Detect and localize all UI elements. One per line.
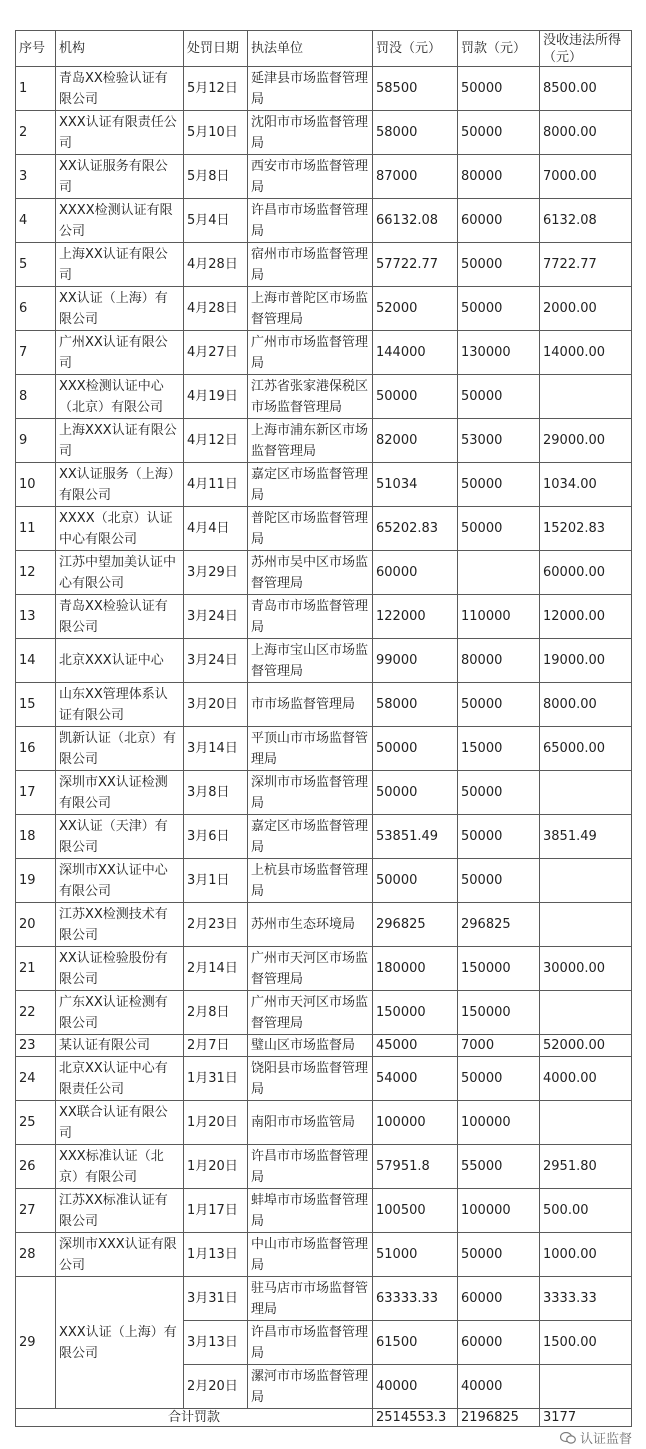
cell-no: 26 [16,1145,56,1189]
cell-date: 5月8日 [184,155,248,199]
cell-org: 某认证有限公司 [56,1035,184,1057]
cell-date: 4月19日 [184,375,248,419]
cell-total: 60000 [373,551,458,595]
cell-date: 3月13日 [184,1321,248,1365]
cell-no: 19 [16,859,56,903]
cell-total: 50000 [373,375,458,419]
cell-unit: 苏州市吴中区市场监督管理局 [248,551,373,595]
cell-date: 5月4日 [184,199,248,243]
cell-date: 1月17日 [184,1189,248,1233]
table-row [16,463,632,507]
cell-confiscation: 2000.00 [540,287,632,331]
cell-fine: 50000 [458,463,540,507]
cell-confiscation: 7000.00 [540,155,632,199]
cell-confiscation [540,375,632,419]
cell-fine: 50000 [458,1057,540,1101]
cell-org: 青岛XX检验认证有限公司 [56,67,184,111]
cell-confiscation: 8000.00 [540,111,632,155]
cell-date: 3月31日 [184,1277,248,1321]
cell-no: 6 [16,287,56,331]
cell-no: 14 [16,639,56,683]
cell-no: 23 [16,1035,56,1057]
total-fine: 2196825 [458,1409,540,1427]
cell-confiscation: 19000.00 [540,639,632,683]
cell-confiscation [540,991,632,1035]
cell-org: 凯新认证（北京）有限公司 [56,727,184,771]
cell-confiscation [540,1365,632,1409]
cell-fine: 60000 [458,1277,540,1321]
cell-no: 2 [16,111,56,155]
cell-confiscation: 8000.00 [540,683,632,727]
cell-confiscation: 1500.00 [540,1321,632,1365]
total-amount: 2514553.3 [373,1409,458,1427]
header-total: 罚没（元） [373,31,458,67]
cell-date: 3月6日 [184,815,248,859]
cell-no: 21 [16,947,56,991]
cell-org: 深圳市XXX认证有限公司 [56,1233,184,1277]
cell-org: 北京XX认证中心有限责任公司 [56,1057,184,1101]
cell-no: 1 [16,67,56,111]
cell-date: 4月12日 [184,419,248,463]
cell-fine: 50000 [458,771,540,815]
cell-confiscation: 14000.00 [540,331,632,375]
cell-unit: 宿州市市场监督管理局 [248,243,373,287]
watermark [560,1428,632,1447]
cell-fine: 110000 [458,595,540,639]
cell-date: 4月11日 [184,463,248,507]
cell-total: 53851.49 [373,815,458,859]
cell-date: 1月20日 [184,1145,248,1189]
cell-no: 10 [16,463,56,507]
cell-org: XXX检测认证中心（北京）有限公司 [56,375,184,419]
cell-fine: 50000 [458,507,540,551]
cell-org: XXX标准认证（北京）有限公司 [56,1145,184,1189]
cell-fine: 50000 [458,111,540,155]
cell-fine: 50000 [458,815,540,859]
cell-total: 57722.77 [373,243,458,287]
cell-confiscation: 3851.49 [540,815,632,859]
table-row [16,903,632,947]
total-confiscation: 3177 [540,1409,632,1427]
cell-date: 2月20日 [184,1365,248,1409]
watermark-text: 认证监督 [579,1432,632,1447]
cell-fine [458,551,540,595]
cell-org: XXXX（北京）认证中心有限公司 [56,507,184,551]
cell-date: 3月29日 [184,551,248,595]
cell-no: 20 [16,903,56,947]
cell-total: 61500 [373,1321,458,1365]
cell-unit: 广州市市场监督管理局 [248,331,373,375]
cell-org: 青岛XX检验认证有限公司 [56,595,184,639]
cell-total: 58000 [373,111,458,155]
header-org: 机构 [56,31,184,67]
cell-confiscation: 4000.00 [540,1057,632,1101]
cell-total: 51034 [373,463,458,507]
cell-unit: 延津县市场监督管理局 [248,67,373,111]
cell-confiscation: 8500.00 [540,67,632,111]
cell-unit: 上杭县市场监督管理局 [248,859,373,903]
cell-total: 57951.8 [373,1145,458,1189]
cell-confiscation: 60000.00 [540,551,632,595]
cell-org: 广东XX认证检测有限公司 [56,991,184,1035]
cell-confiscation: 3333.33 [540,1277,632,1321]
cell-total: 150000 [373,991,458,1035]
cell-org: XX认证检验股份有限公司 [56,947,184,991]
cell-fine: 50000 [458,375,540,419]
cell-org: 江苏XX标准认证有限公司 [56,1189,184,1233]
cell-confiscation: 1034.00 [540,463,632,507]
cell-no: 12 [16,551,56,595]
cell-total: 65202.83 [373,507,458,551]
cell-total: 52000 [373,287,458,331]
cell-org: 山东XX管理体系认证有限公司 [56,683,184,727]
cell-unit: 西安市市场监督管理局 [248,155,373,199]
cell-unit: 上海市浦东新区市场监督管理局 [248,419,373,463]
cell-fine: 296825 [458,903,540,947]
cell-fine: 7000 [458,1035,540,1057]
table-row [16,419,632,463]
cell-fine: 150000 [458,991,540,1035]
wechat-icon [560,1432,576,1444]
cell-unit: 漯河市市场监督管理局 [248,1365,373,1409]
table-row [16,771,632,815]
table-row [16,199,632,243]
cell-confiscation: 1000.00 [540,1233,632,1277]
cell-date: 5月12日 [184,67,248,111]
cell-no: 11 [16,507,56,551]
cell-no: 5 [16,243,56,287]
cell-org: 深圳市XX认证检测有限公司 [56,771,184,815]
cell-date: 3月1日 [184,859,248,903]
cell-fine: 53000 [458,419,540,463]
cell-fine: 60000 [458,1321,540,1365]
table-row [16,815,632,859]
table-row [16,375,632,419]
cell-confiscation [540,1101,632,1145]
cell-org: 北京XXX认证中心 [56,639,184,683]
cell-total: 180000 [373,947,458,991]
cell-confiscation [540,771,632,815]
cell-unit: 蚌埠市市场监督管理局 [248,1189,373,1233]
cell-unit: 许昌市市场监督管理局 [248,1145,373,1189]
table-row [16,1189,632,1233]
cell-org: 江苏XX检测技术有限公司 [56,903,184,947]
cell-unit: 市市场监督管理局 [248,683,373,727]
cell-no: 22 [16,991,56,1035]
cell-org: 广州XX认证有限公司 [56,331,184,375]
cell-unit: 驻马店市市场监督管理局 [248,1277,373,1321]
cell-no: 24 [16,1057,56,1101]
cell-unit: 许昌市市场监督管理局 [248,1321,373,1365]
cell-date: 1月20日 [184,1101,248,1145]
cell-fine: 60000 [458,199,540,243]
cell-no: 13 [16,595,56,639]
cell-fine: 50000 [458,287,540,331]
cell-confiscation [540,859,632,903]
cell-no: 16 [16,727,56,771]
table-row [16,287,632,331]
cell-no: 15 [16,683,56,727]
cell-total: 51000 [373,1233,458,1277]
cell-total: 58500 [373,67,458,111]
cell-total: 50000 [373,727,458,771]
cell-confiscation: 29000.00 [540,419,632,463]
cell-org: XX认证服务有限公司 [56,155,184,199]
cell-no: 8 [16,375,56,419]
cell-unit: 江苏省张家港保税区市场监督管理局 [248,375,373,419]
table-body [16,67,632,1409]
group-org: XXX认证（上海）有限公司 [56,1277,184,1409]
table-row [16,551,632,595]
cell-date: 4月27日 [184,331,248,375]
cell-fine: 50000 [458,67,540,111]
table-row [16,1057,632,1101]
cell-total: 50000 [373,859,458,903]
table-row [16,727,632,771]
cell-no: 3 [16,155,56,199]
total-label: 合计罚款 [16,1409,373,1427]
cell-fine: 80000 [458,639,540,683]
cell-fine: 130000 [458,331,540,375]
table-row [16,1145,632,1189]
cell-total: 296825 [373,903,458,947]
cell-fine: 100000 [458,1101,540,1145]
cell-unit: 南阳市市场监管局 [248,1101,373,1145]
cell-unit: 平顶山市市场监督管理局 [248,727,373,771]
cell-confiscation: 500.00 [540,1189,632,1233]
table-row [16,331,632,375]
cell-fine: 150000 [458,947,540,991]
cell-total: 66132.08 [373,199,458,243]
cell-total: 99000 [373,639,458,683]
table-row [16,507,632,551]
cell-unit: 深圳市市场监督管理局 [248,771,373,815]
cell-fine: 100000 [458,1189,540,1233]
cell-total: 45000 [373,1035,458,1057]
cell-fine: 50000 [458,683,540,727]
group-row [16,1277,632,1321]
cell-total: 144000 [373,331,458,375]
cell-org: XX认证（上海）有限公司 [56,287,184,331]
cell-date: 2月14日 [184,947,248,991]
cell-total: 87000 [373,155,458,199]
cell-org: XX认证服务（上海）有限公司 [56,463,184,507]
table-row [16,111,632,155]
cell-total: 54000 [373,1057,458,1101]
cell-date: 4月4日 [184,507,248,551]
cell-org: 深圳市XX认证中心有限公司 [56,859,184,903]
header-unit: 执法单位 [248,31,373,67]
cell-confiscation: 30000.00 [540,947,632,991]
cell-date: 4月28日 [184,243,248,287]
cell-no: 18 [16,815,56,859]
cell-unit: 上海市普陀区市场监督管理局 [248,287,373,331]
cell-unit: 璧山区市场监督局 [248,1035,373,1057]
cell-total: 63333.33 [373,1277,458,1321]
table-row [16,683,632,727]
cell-total: 40000 [373,1365,458,1409]
table-row [16,639,632,683]
cell-org: 上海XX认证有限公司 [56,243,184,287]
cell-date: 3月24日 [184,639,248,683]
cell-no: 17 [16,771,56,815]
table-row [16,1233,632,1277]
cell-unit: 苏州市生态环境局 [248,903,373,947]
table-row [16,1035,632,1057]
cell-total: 122000 [373,595,458,639]
cell-no: 7 [16,331,56,375]
cell-org: 上海XXX认证有限公司 [56,419,184,463]
header-no: 序号 [16,31,56,67]
cell-org: XXX认证有限责任公司 [56,111,184,155]
cell-confiscation [540,903,632,947]
cell-unit: 饶阳县市场监督管理局 [248,1057,373,1101]
header-confiscation: 没收违法所得（元） [540,31,632,67]
cell-confiscation: 6132.08 [540,199,632,243]
cell-unit: 嘉定区市场监督管理局 [248,463,373,507]
cell-date: 1月13日 [184,1233,248,1277]
cell-date: 3月14日 [184,727,248,771]
cell-confiscation: 52000.00 [540,1035,632,1057]
header-date: 处罚日期 [184,31,248,67]
cell-fine: 80000 [458,155,540,199]
cell-total: 50000 [373,771,458,815]
cell-no: 4 [16,199,56,243]
cell-fine: 50000 [458,243,540,287]
header-row [16,31,632,67]
cell-unit: 广州市天河区市场监督管理局 [248,991,373,1035]
cell-org: XX认证（天津）有限公司 [56,815,184,859]
cell-fine: 50000 [458,859,540,903]
cell-org: XXXX检测认证有限公司 [56,199,184,243]
cell-unit: 普陀区市场监督管理局 [248,507,373,551]
cell-org: 江苏中望加美认证中心有限公司 [56,551,184,595]
cell-fine: 55000 [458,1145,540,1189]
penalty-table [15,30,632,1427]
cell-date: 4月28日 [184,287,248,331]
table-row [16,595,632,639]
cell-no: 25 [16,1101,56,1145]
cell-unit: 广州市天河区市场监督管理局 [248,947,373,991]
cell-confiscation: 12000.00 [540,595,632,639]
cell-unit: 中山市市场监督管理局 [248,1233,373,1277]
cell-unit: 上海市宝山区市场监督管理局 [248,639,373,683]
cell-date: 3月24日 [184,595,248,639]
cell-confiscation: 15202.83 [540,507,632,551]
cell-date: 3月20日 [184,683,248,727]
cell-date: 2月23日 [184,903,248,947]
table-row [16,947,632,991]
cell-total: 100500 [373,1189,458,1233]
header-fine: 罚款（元） [458,31,540,67]
cell-no: 28 [16,1233,56,1277]
cell-date: 2月8日 [184,991,248,1035]
cell-date: 2月7日 [184,1035,248,1057]
table-row [16,155,632,199]
cell-fine: 40000 [458,1365,540,1409]
cell-no: 27 [16,1189,56,1233]
total-row [16,1409,632,1427]
group-no: 29 [16,1277,56,1409]
table-row [16,859,632,903]
cell-confiscation: 65000.00 [540,727,632,771]
cell-total: 58000 [373,683,458,727]
cell-total: 100000 [373,1101,458,1145]
cell-unit: 青岛市市场监督管理局 [248,595,373,639]
cell-fine: 15000 [458,727,540,771]
table-row [16,67,632,111]
cell-date: 3月8日 [184,771,248,815]
table-row [16,991,632,1035]
cell-org: XX联合认证有限公司 [56,1101,184,1145]
table-row [16,1101,632,1145]
cell-no: 9 [16,419,56,463]
cell-fine: 50000 [458,1233,540,1277]
cell-unit: 沈阳市市场监督管理局 [248,111,373,155]
cell-date: 1月31日 [184,1057,248,1101]
cell-confiscation: 2951.80 [540,1145,632,1189]
table-row [16,243,632,287]
cell-total: 82000 [373,419,458,463]
cell-date: 5月10日 [184,111,248,155]
cell-unit: 许昌市市场监督管理局 [248,199,373,243]
cell-unit: 嘉定区市场监督管理局 [248,815,373,859]
cell-confiscation: 7722.77 [540,243,632,287]
